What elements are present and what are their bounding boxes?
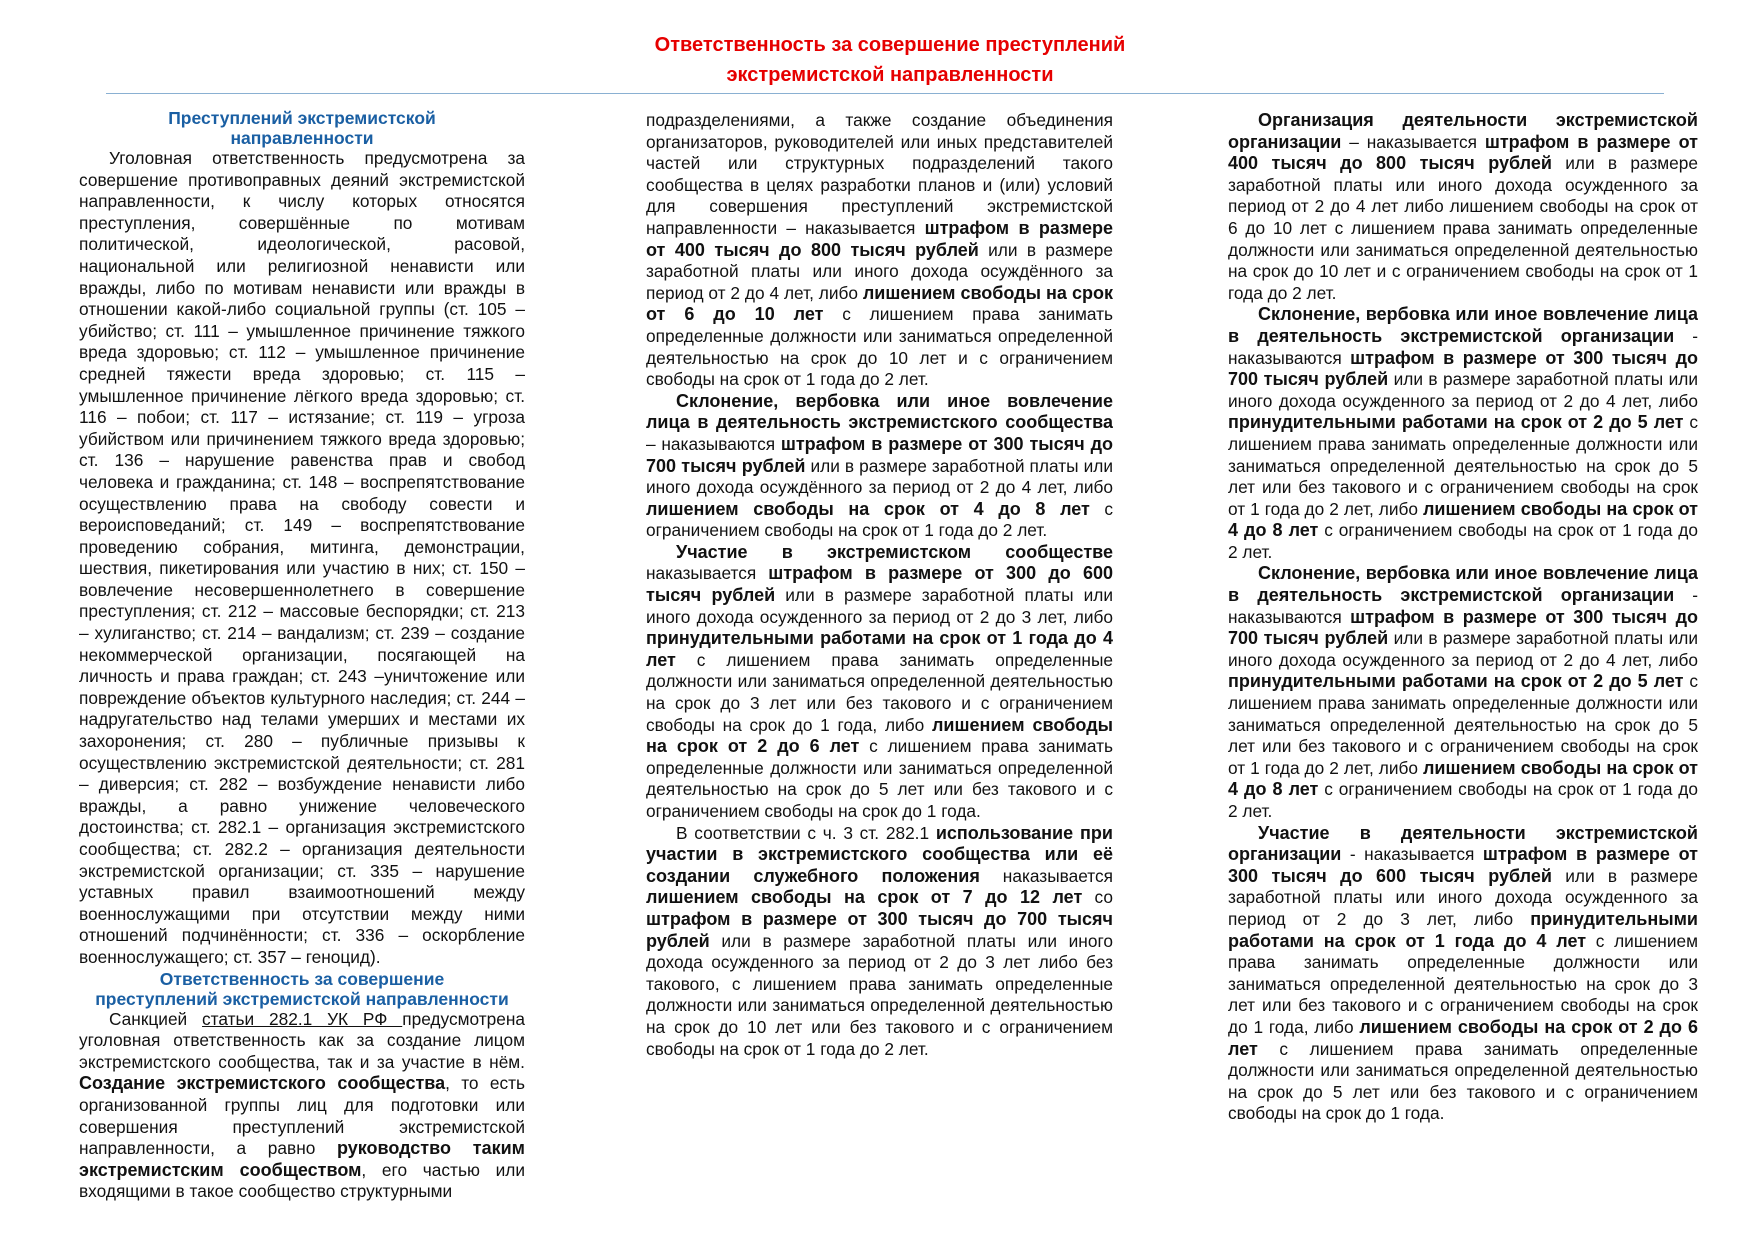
offense-title: Склонение, вербовка или иное вовлечение лица в деятельность экстремистской организации	[1228, 304, 1698, 346]
text-run: с лишением права занимать определенные должности или заниматься определенной деятельностью на срок до 5 лет или без такового и с ограничением свободы на срок до 1 года.	[646, 736, 1113, 821]
penalty-imprisonment: лишением свободы на срок от 2 до 6 лет	[1228, 1016, 1698, 1059]
text-run: или в размере заработной платы или иного дохода осуждённого за период от 2 до 4 лет, либо	[646, 239, 1113, 303]
text-run: со	[1082, 887, 1113, 908]
section-heading-responsibility-line-2: преступлений экстремистской направленности	[95, 988, 509, 1009]
penalty-fine: штрафом в размере от 300 тысяч до 700 тысяч рублей	[646, 433, 1113, 476]
text-run: В соответствии с ч. 3 ст. 282.1	[676, 822, 936, 843]
penalty-forced-labor: принудительными работами на срок от 2 до 5 лет	[1228, 412, 1684, 433]
column-right	[1228, 110, 1698, 1200]
text-run: с ограничением свободы на срок от 1 года до 2 лет.	[646, 498, 1113, 541]
penalty-fine: штрафом в размере от 300 тысяч до 600 тысяч рублей	[1228, 844, 1698, 886]
text-run: - наказывается	[1341, 844, 1483, 865]
penalty-imprisonment: лишением свободы на срок от 4 до 8 лет	[1228, 757, 1698, 800]
offense-title: Склонение, вербовка или иное вовлечение лица в деятельность экстремистского сообщества	[646, 390, 1113, 433]
penalty-forced-labor: принудительными работами на срок от 1 года до 4 лет	[1228, 908, 1698, 951]
paragraph-community-participation	[646, 542, 1113, 823]
text-run: или в размере заработной платы или иного дохода осужденного за период от 2 до 4 лет, либо	[1228, 369, 1698, 411]
penalty-imprisonment: лишением свободы на срок от 4 до 8 лет	[646, 498, 1090, 519]
penalty-forced-labor: принудительными работами на срок от 1 года до 4 лет	[646, 628, 1113, 670]
text-run: наказывается	[979, 865, 1113, 886]
text-run: наказывается	[646, 563, 769, 584]
paragraph-crimes-list: Уголовная ответственность предусмотрена за совершение противоправных деяний экстремистской направленности, к числу которых относятся преступления, совершённые по мотивам политической, идеологической, расовой, национальной или религиозной ненависти или вражды, либо по мотивам ненависти или вражды в отношении какой-либо социальной группы (ст. 105 – убийство; ст. 111 – умышленное причинение тяжкого вреда здоровью; ст. 112 – умышленное причинение средней тяжести вреда здоровью; ст. 115 – умышленное причинение лёгкого вреда здоровью; ст. 116 – побои; ст. 117 – истязание; ст. 119 – угроза убийством или причинением тяжкого вреда здоровью; ст. 136 – нарушение равенства прав и свобод человека и гражданина; ст. 148 – воспрепятствование осуществлению права на свободу совести и вероисповеданий; ст. 149 – воспрепятствование проведению собрания, митинга, демонстрации, шествия, пикетирования или участию в них; ст. 150 – вовлечение несовершеннолетнего в совершение преступления; ст. 212 – массовые беспорядки; ст. 213 – хулиганство; ст. 214 – вандализм; ст. 239 – создание некоммерческой организации, посягающей на личность и права граждан; ст. 243 –уничтожение или повреждение объектов культурного наследия; ст. 244 – надругательство над телами умерших и местами их захоронения; ст. 280 – публичные призывы к осуществлению экстремистской деятельности; ст. 281 – диверсия; ст. 282 – возбуждение ненависти либо вражды, а равно унижение человеческого достоинства; ст. 282.1 – организация экстремистского сообщества; ст. 282.2 – организация деятельности экстремистской организации; ст. 335 – нарушение уставных правил взаимоотношений между военнослужащими при отсутствии между ними отношений подчинённости; ст. 336 – оскорбление военнослужащего; ст. 357 – геноцид).	[79, 148, 525, 967]
page-title-line-2: экстремистской направленности	[726, 64, 1054, 86]
paragraph-community-creation	[646, 110, 1113, 391]
section-heading-responsibility-line-1: Ответственность за совершение	[159, 968, 445, 989]
text-run: с ограничением свободы на срок от 1 года до 2 лет.	[1228, 520, 1698, 562]
penalty-fine: штрафом в размере от 400 тысяч до 800 тысяч рублей	[1228, 131, 1698, 174]
text-run: с лишением права занимать определенные должности или заниматься определенной деятельностью на срок до 5 лет или без такового и с ограничением свободы на срок от 1 года до 2 лет, либо	[1228, 412, 1698, 519]
page-title-line-1: Ответственность за совершение преступлений	[654, 34, 1126, 56]
text-run: – наказываются	[646, 433, 781, 454]
penalty-fine: штрафом в размере от 300 тысяч до 700 тысяч рублей	[1228, 606, 1698, 649]
penalty-fine: штрафом в размере от 300 тысяч до 700 тысяч рублей	[1228, 347, 1698, 390]
paragraph-community-recruitment	[646, 391, 1113, 542]
offense-title: Участие в экстремистском сообществе	[676, 541, 1113, 562]
text-run: с лишением права занимать определенные должности или заниматься определенной деятельностью на срок до 10 лет и с ограничением свободы на срок от 1 года до 2 лет.	[646, 304, 1113, 390]
law-article-link[interactable]: статьи 282.1 УК РФ	[202, 1008, 403, 1029]
text-run: подразделениями, а также создание объединения организаторов, руководителей или иных представителей частей или структурных подразделений такого сообщества в целях разработки планов и (или) условий для совершения преступлений экстремистской направленности – наказывается	[646, 110, 1113, 238]
paragraph-organization-recruitment-1	[1228, 304, 1698, 563]
penalty-fine: штрафом в размере от 300 тысяч до 700 тысяч рублей	[646, 908, 1113, 951]
penalty-imprisonment: лишением свободы на срок от 4 до 8 лет	[1228, 498, 1698, 541]
paragraph-sanction	[79, 1009, 525, 1203]
penalty-fine: штрафом в размере от 400 тысяч до 800 тысяч рублей	[646, 217, 1113, 260]
paragraph-organization-activity	[1228, 110, 1698, 304]
text-run: с лишением права занимать определенные должности или заниматься определенной деятельностью на срок до 3 лет или без такового и с ограничением свободы на срок до 1 года, либо	[1228, 930, 1698, 1037]
text-run: - наказываются	[1228, 585, 1698, 627]
penalty-imprisonment: лишением свободы на срок от 7 до 12 лет	[646, 887, 1083, 908]
paragraph-official-position	[646, 823, 1113, 1061]
text-run: , то есть организованной группы лиц для подготовки или совершения преступлений экстремистской направленности, а равно	[79, 1073, 525, 1159]
text-run: с лишением права занимать определенные должности или заниматься определенной деятельностью на срок до 5 лет или без такового и с ограничением свободы на срок от 1 года до 2 лет, либо	[1228, 671, 1698, 778]
section-heading-crimes: Преступлений экстремистской направленности	[168, 108, 436, 148]
paragraph-organization-recruitment-2	[1228, 563, 1698, 822]
text-run: предусмотрена уголовная ответственность как за создание лицом экстремистского сообщества, так и за участие в нём.	[79, 1008, 525, 1072]
text-run: или в размере заработной платы или иного дохода осуждённого за период от 2 до 4 лет, либо	[646, 455, 1113, 498]
text-run: или в размере заработной платы или иного дохода осужденного за период от 2 до 3 лет либо без такового, с лишением права занимать определенные должности или заниматься определенной деятельностью на срок до 10 лет или без такового и с ограничением свободы на срок от 1 года до 2 лет.	[646, 930, 1113, 1059]
paragraph-organization-participation	[1228, 823, 1698, 1125]
section-heading-responsibility	[79, 969, 525, 1009]
text-run: - наказываются	[1228, 325, 1698, 368]
offense-title: использование при участии в экстремистского сообщества или её создании служебного положения	[646, 822, 1113, 886]
offense-title: Участие в деятельности экстремистской организации	[1228, 822, 1698, 865]
column-left	[79, 108, 525, 1228]
text-run: , его частью или входящими в такое сообщество структурными	[79, 1159, 525, 1202]
bold-term: Создание экстремистского сообщества	[79, 1073, 446, 1094]
text-run: с лишением права занимать определенные должности или заниматься определенной деятельностью на срок до 3 лет или без такового и с ограничением свободы на срок до 1 года, либо	[646, 649, 1113, 735]
title-divider	[106, 93, 1664, 94]
text-run: или в размере заработной платы или иного дохода осужденного за период от 2 до 3 лет, либо	[646, 585, 1113, 627]
bold-term: руководство таким экстремистским сообществом	[79, 1138, 525, 1180]
text-run: Санкцией	[109, 1008, 203, 1029]
offense-title: Организация деятельности экстремистской организации	[1228, 110, 1698, 152]
text-run: или в размере заработной платы или иного дохода осужденного за период от 2 до 4 лет, либо	[1228, 628, 1698, 670]
text-run: с лишением права занимать определенные должности или заниматься определенной деятельностью на срок до 5 лет или без такового и с ограничением свободы на срок до 1 года.	[1228, 1038, 1698, 1124]
offense-title: Склонение, вербовка или иное вовлечение лица в деятельность экстремистской организации	[1228, 563, 1698, 606]
text-run: или в размере заработной платы или иного дохода осужденного за период от 2 до 4 лет либо лишением свободы на срок от 6 до 10 лет с лишением права занимать определенные должности или заниматься определенной деятельностью на срок до 10 лет и с ограничением свободы на срок от 1 года до 2 лет.	[1228, 153, 1698, 303]
penalty-fine: штрафом в размере от 300 до 600 тысяч рублей	[646, 563, 1113, 606]
penalty-imprisonment: лишением свободы на срок от 2 до 6 лет	[646, 714, 1113, 757]
page-title	[0, 30, 1754, 90]
text-run: или в размере заработной платы или иного дохода осужденного за период от 2 до 3 лет, либо	[1228, 865, 1698, 929]
text-run: с ограничением свободы на срок от 1 года до 2 лет.	[1228, 779, 1698, 821]
text-run: – наказывается	[1341, 131, 1485, 152]
penalty-imprisonment: лишением свободы на срок от 6 до 10 лет	[646, 282, 1113, 325]
penalty-forced-labor: принудительными работами на срок от 2 до 5 лет	[1228, 671, 1684, 692]
column-middle	[646, 110, 1113, 1120]
